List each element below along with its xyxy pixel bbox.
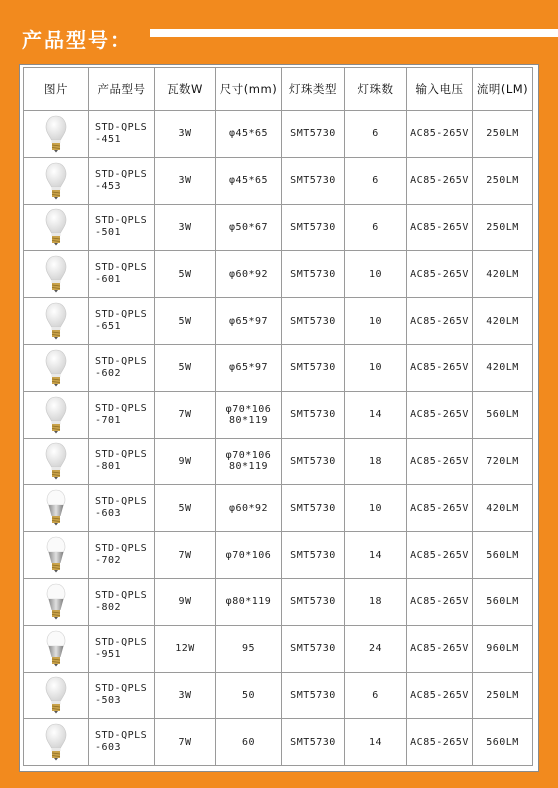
voltage-cell: AC85-265V — [407, 672, 473, 719]
header-voltage: 输入电压 — [407, 68, 473, 111]
header-model: 产品型号 — [89, 68, 155, 111]
led-type-cell: SMT5730 — [282, 204, 345, 251]
model-cell: STD-QPLS -603 — [89, 719, 155, 766]
header-lumen: 流明(LM) — [473, 68, 533, 111]
header-led-count: 灯珠数 — [345, 68, 407, 111]
led-type-cell: SMT5730 — [282, 672, 345, 719]
watt-cell: 9W — [155, 438, 216, 485]
product-image-cell — [24, 111, 89, 158]
watt-cell: 3W — [155, 111, 216, 158]
product-image-cell — [24, 391, 89, 438]
product-image-cell — [24, 204, 89, 251]
model-cell: STD-QPLS -602 — [89, 344, 155, 391]
white-bulb-icon — [24, 162, 88, 200]
led-type-cell: SMT5730 — [282, 344, 345, 391]
led-count-cell: 10 — [345, 344, 407, 391]
watt-cell: 9W — [155, 578, 216, 625]
led-count-cell: 10 — [345, 298, 407, 345]
led-count-cell: 10 — [345, 251, 407, 298]
watt-cell: 3W — [155, 672, 216, 719]
led-count-cell: 18 — [345, 578, 407, 625]
aluminum-bulb-icon — [24, 536, 88, 574]
voltage-cell: AC85-265V — [407, 438, 473, 485]
header-image: 图片 — [24, 68, 89, 111]
table-row — [24, 391, 533, 438]
size-cell: 50 — [216, 672, 282, 719]
led-count-cell: 14 — [345, 391, 407, 438]
model-cell: STD-QPLS -802 — [89, 578, 155, 625]
voltage-cell: AC85-265V — [407, 204, 473, 251]
product-image-cell — [24, 438, 89, 485]
model-cell: STD-QPLS -451 — [89, 111, 155, 158]
page-title: 产品型号： — [22, 28, 132, 52]
lumen-cell: 250LM — [473, 672, 533, 719]
model-cell: STD-QPLS -701 — [89, 391, 155, 438]
size-cell: φ65*97 — [216, 298, 282, 345]
voltage-cell: AC85-265V — [407, 298, 473, 345]
model-cell: STD-QPLS -603 — [89, 485, 155, 532]
size-cell: φ70*106 80*119 — [216, 438, 282, 485]
voltage-cell: AC85-265V — [407, 344, 473, 391]
white-bulb-icon — [24, 396, 88, 434]
white-bulb-icon — [24, 115, 88, 153]
product-image-cell — [24, 532, 89, 579]
title-underline-bar — [150, 29, 558, 37]
led-type-cell: SMT5730 — [282, 485, 345, 532]
watt-cell: 5W — [155, 485, 216, 532]
lumen-cell: 560LM — [473, 391, 533, 438]
product-image-cell — [24, 251, 89, 298]
led-type-cell: SMT5730 — [282, 391, 345, 438]
lumen-cell: 560LM — [473, 719, 533, 766]
watt-cell: 12W — [155, 625, 216, 672]
lumen-cell: 720LM — [473, 438, 533, 485]
watt-cell: 3W — [155, 157, 216, 204]
white-bulb-icon — [24, 208, 88, 246]
led-type-cell: SMT5730 — [282, 157, 345, 204]
table-row — [24, 532, 533, 579]
model-cell: STD-QPLS -503 — [89, 672, 155, 719]
voltage-cell: AC85-265V — [407, 578, 473, 625]
product-image-cell — [24, 672, 89, 719]
size-cell: φ45*65 — [216, 157, 282, 204]
model-cell: STD-QPLS -453 — [89, 157, 155, 204]
led-count-cell: 6 — [345, 204, 407, 251]
table-row — [24, 438, 533, 485]
watt-cell: 3W — [155, 204, 216, 251]
voltage-cell: AC85-265V — [407, 532, 473, 579]
table-row — [24, 251, 533, 298]
led-type-cell: SMT5730 — [282, 532, 345, 579]
voltage-cell: AC85-265V — [407, 719, 473, 766]
led-type-cell: SMT5730 — [282, 251, 345, 298]
model-cell: STD-QPLS -601 — [89, 251, 155, 298]
table-row — [24, 298, 533, 345]
lumen-cell: 420LM — [473, 298, 533, 345]
product-spec-table — [23, 67, 533, 766]
lumen-cell: 250LM — [473, 204, 533, 251]
size-cell: φ70*106 80*119 — [216, 391, 282, 438]
product-image-cell — [24, 485, 89, 532]
aluminum-bulb-icon — [24, 489, 88, 527]
header-size: 尺寸(mm) — [216, 68, 282, 111]
aluminum-bulb-icon — [24, 583, 88, 621]
watt-cell: 5W — [155, 344, 216, 391]
size-cell: 60 — [216, 719, 282, 766]
voltage-cell: AC85-265V — [407, 157, 473, 204]
lumen-cell: 250LM — [473, 157, 533, 204]
white-bulb-icon — [24, 442, 88, 480]
product-image-cell — [24, 578, 89, 625]
size-cell: φ80*119 — [216, 578, 282, 625]
table-row — [24, 485, 533, 532]
table-row — [24, 719, 533, 766]
model-cell: STD-QPLS -951 — [89, 625, 155, 672]
led-type-cell: SMT5730 — [282, 625, 345, 672]
white-bulb-icon — [24, 302, 88, 340]
lumen-cell: 250LM — [473, 111, 533, 158]
size-cell: φ65*97 — [216, 344, 282, 391]
product-image-cell — [24, 344, 89, 391]
voltage-cell: AC85-265V — [407, 625, 473, 672]
watt-cell: 5W — [155, 251, 216, 298]
model-cell: STD-QPLS -651 — [89, 298, 155, 345]
table-row — [24, 578, 533, 625]
led-count-cell: 14 — [345, 532, 407, 579]
size-cell: φ60*92 — [216, 485, 282, 532]
table-row — [24, 204, 533, 251]
lumen-cell: 420LM — [473, 344, 533, 391]
led-count-cell: 6 — [345, 672, 407, 719]
led-count-cell: 6 — [345, 157, 407, 204]
table-row — [24, 625, 533, 672]
model-cell: STD-QPLS -501 — [89, 204, 155, 251]
white-bulb-icon — [24, 676, 88, 714]
led-count-cell: 6 — [345, 111, 407, 158]
led-type-cell: SMT5730 — [282, 111, 345, 158]
size-cell: φ50*67 — [216, 204, 282, 251]
voltage-cell: AC85-265V — [407, 111, 473, 158]
model-cell: STD-QPLS -801 — [89, 438, 155, 485]
lumen-cell: 560LM — [473, 578, 533, 625]
size-cell: φ60*92 — [216, 251, 282, 298]
led-type-cell: SMT5730 — [282, 298, 345, 345]
lumen-cell: 960LM — [473, 625, 533, 672]
led-type-cell: SMT5730 — [282, 578, 345, 625]
voltage-cell: AC85-265V — [407, 251, 473, 298]
white-bulb-icon — [24, 723, 88, 761]
size-cell: 95 — [216, 625, 282, 672]
lumen-cell: 420LM — [473, 485, 533, 532]
lumen-cell: 420LM — [473, 251, 533, 298]
header-watt: 瓦数W — [155, 68, 216, 111]
watt-cell: 7W — [155, 391, 216, 438]
aluminum-bulb-icon — [24, 630, 88, 668]
table-row — [24, 157, 533, 204]
product-image-cell — [24, 625, 89, 672]
watt-cell: 5W — [155, 298, 216, 345]
white-bulb-icon — [24, 349, 88, 387]
voltage-cell: AC85-265V — [407, 391, 473, 438]
lumen-cell: 560LM — [473, 532, 533, 579]
table-row — [24, 672, 533, 719]
table-header-row — [24, 68, 533, 111]
voltage-cell: AC85-265V — [407, 485, 473, 532]
table-row — [24, 344, 533, 391]
table-row — [24, 111, 533, 158]
led-count-cell: 18 — [345, 438, 407, 485]
led-count-cell: 10 — [345, 485, 407, 532]
header-led-type: 灯珠类型 — [282, 68, 345, 111]
led-count-cell: 14 — [345, 719, 407, 766]
model-cell: STD-QPLS -702 — [89, 532, 155, 579]
led-type-cell: SMT5730 — [282, 719, 345, 766]
watt-cell: 7W — [155, 532, 216, 579]
led-type-cell: SMT5730 — [282, 438, 345, 485]
header — [0, 0, 558, 62]
product-image-cell — [24, 157, 89, 204]
watt-cell: 7W — [155, 719, 216, 766]
size-cell: φ45*65 — [216, 111, 282, 158]
size-cell: φ70*106 — [216, 532, 282, 579]
led-count-cell: 24 — [345, 625, 407, 672]
product-image-cell — [24, 298, 89, 345]
product-image-cell — [24, 719, 89, 766]
white-bulb-icon — [24, 255, 88, 293]
